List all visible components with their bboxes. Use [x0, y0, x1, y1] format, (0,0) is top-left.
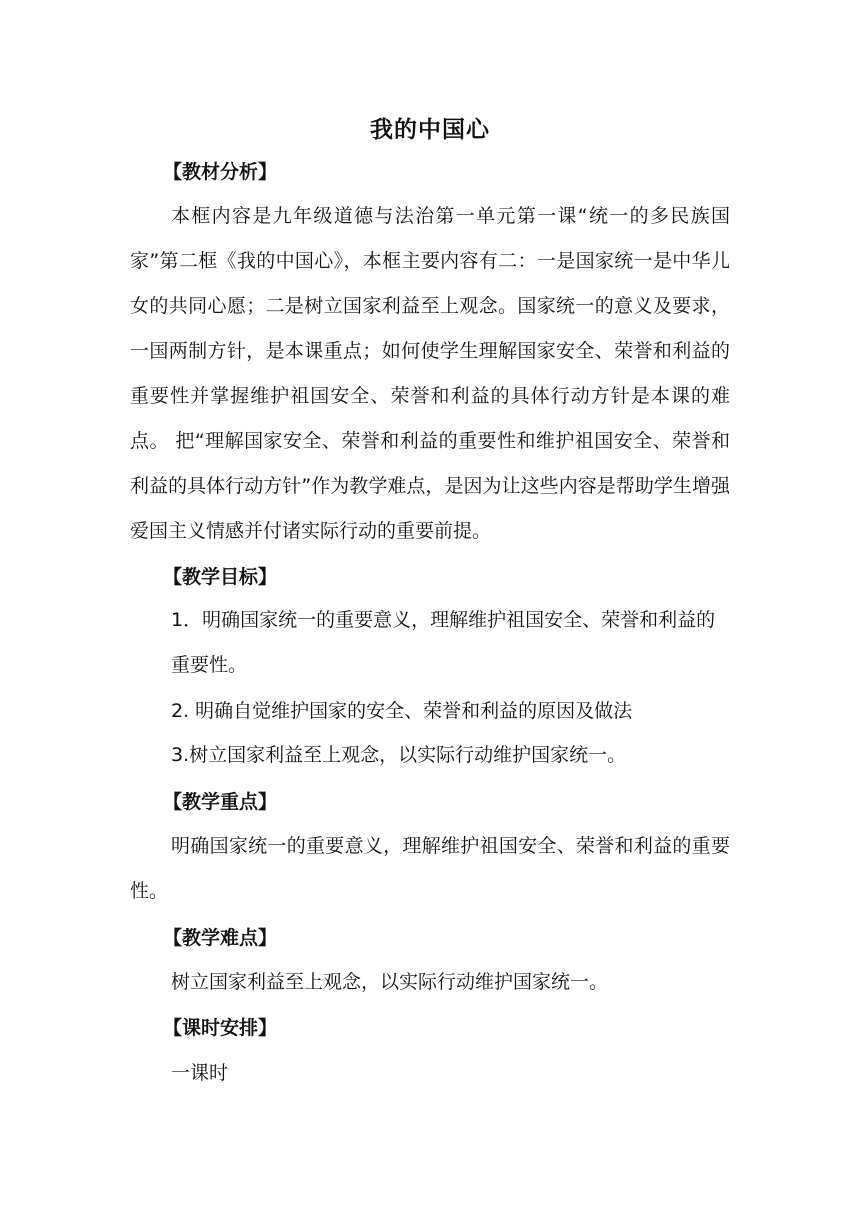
document-title: 我的中国心: [370, 117, 490, 143]
goal-item-2: 2. 明确自觉维护国家的安全、荣誉和利益的原因及做法: [171, 700, 633, 722]
analysis-paragraph: 本框内容是九年级道德与法治第一单元第一课“统一的多民族国家”第二框《我的中国心》，本框主要内容有二：一是国家统一是中华儿女的共同心愿；二是树立国家利益至上观念。国家统一的意义及要求，一国两制方针，是本课重点；如何使学生理解国家安全、荣誉和利益的重要性并掌握维护祖国安全、荣誉和利益的具体行动方针是本课的难点。 把“理解国家安全、荣誉和利益的重要性和维护祖国安全、荣誉和利益的具体行动方针”作为教学难点，是因为让这些内容是帮助学生增强爱国主义情感并付诸实际行动的重要前提。: [130, 205, 730, 542]
goal-item-1: 1．明确国家统一的重要意义，理解维护祖国安全、荣誉和利益的重要性。: [171, 609, 716, 676]
schedule-paragraph: 一课时: [171, 1062, 229, 1084]
heading-schedule: 【课时安排】: [163, 1017, 278, 1039]
heading-goals: 【教学目标】: [163, 566, 278, 588]
heading-difficulties: 【教学难点】: [163, 927, 278, 949]
difficulties-paragraph: 树立国家利益至上观念，以实际行动维护国家统一。: [171, 971, 609, 993]
goal-item-3: 3.树立国家利益至上观念，以实际行动维护国家统一。: [171, 744, 627, 766]
heading-key-points: 【教学重点】: [163, 791, 278, 813]
key-points-paragraph: 明确国家统一的重要意义，理解维护祖国安全、荣誉和利益的重要性。: [130, 835, 730, 902]
heading-analysis: 【教材分析】: [163, 161, 278, 183]
